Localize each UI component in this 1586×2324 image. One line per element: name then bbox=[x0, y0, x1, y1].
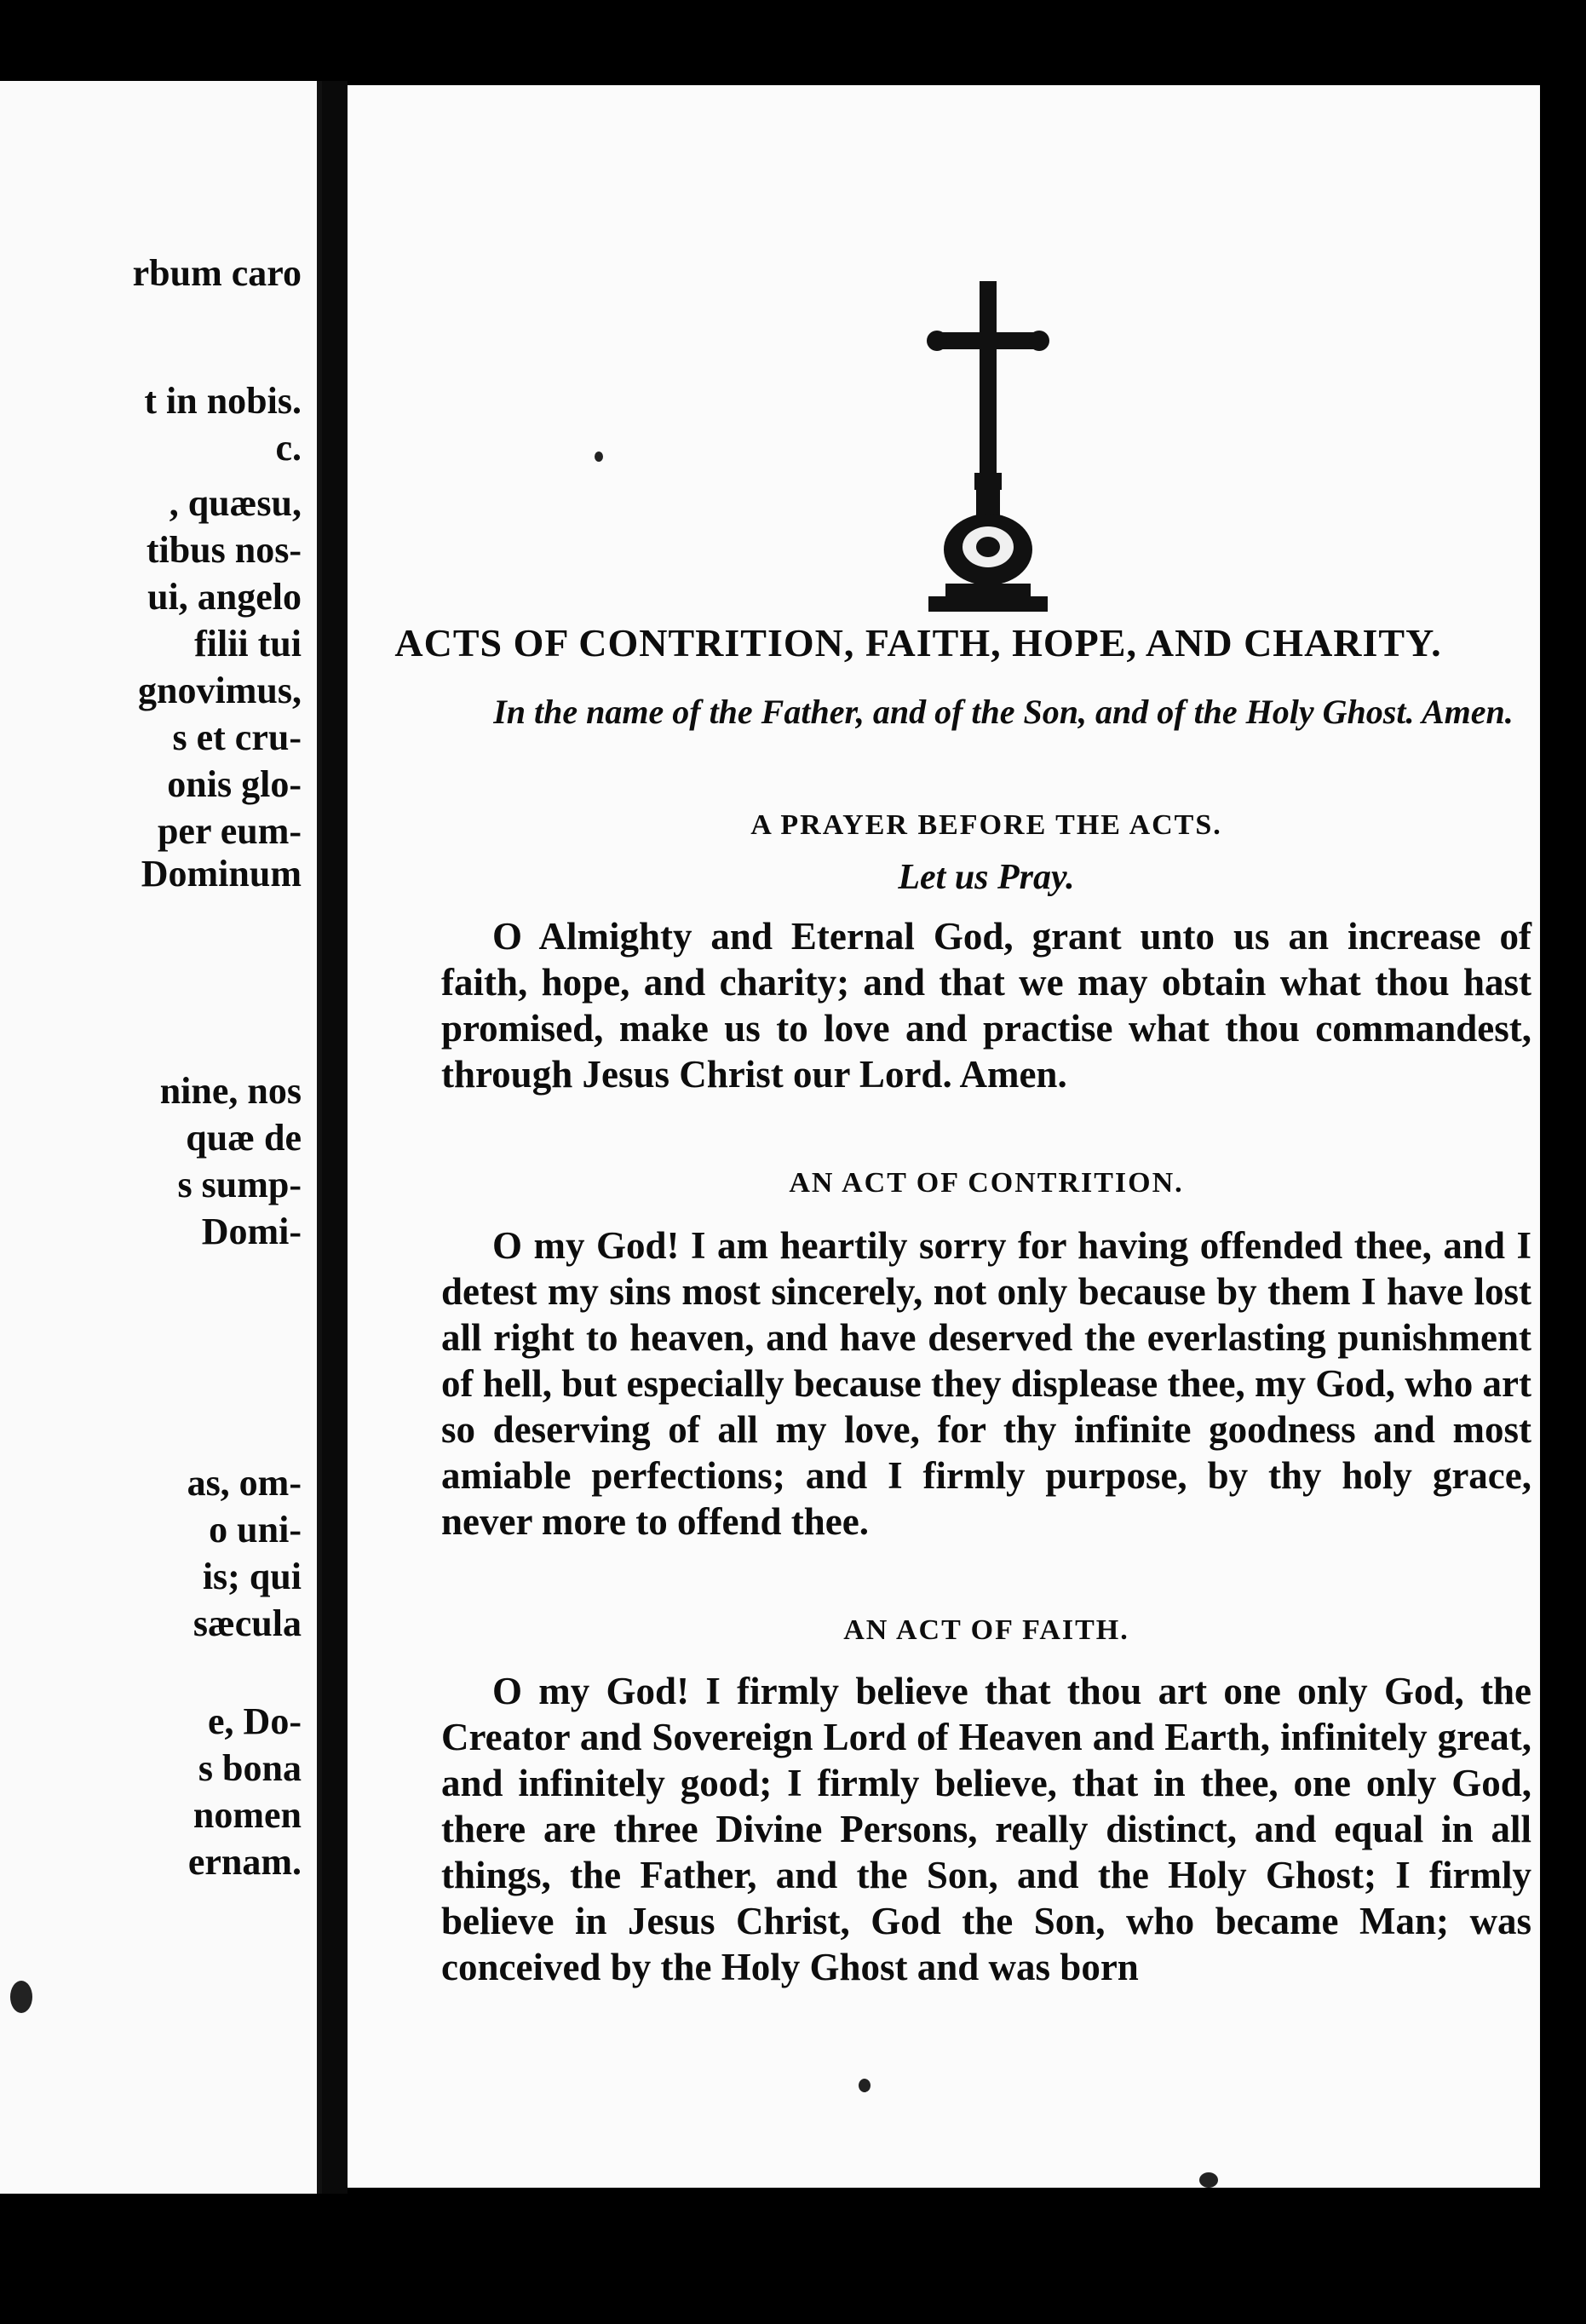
left-text-line: quæ de bbox=[186, 1117, 302, 1159]
faith-heading: AN ACT OF FAITH. bbox=[843, 1614, 1129, 1646]
invocation: In the name of the Father, and of the Son, and of the Holy Ghost. Amen. bbox=[493, 693, 1514, 731]
left-text-line: s bona bbox=[198, 1747, 302, 1789]
left-text-line: onis glo- bbox=[167, 763, 302, 805]
ink-speck bbox=[1199, 2172, 1218, 2188]
left-text-line: c. bbox=[275, 427, 302, 469]
book-gutter bbox=[322, 81, 348, 2194]
left-text-line: as, om- bbox=[187, 1462, 302, 1504]
left-text-line: sæcula bbox=[193, 1602, 302, 1644]
let-us-pray: Let us Pray. bbox=[898, 858, 1075, 897]
left-text-line: nomen bbox=[193, 1794, 302, 1836]
left-text-line: , quæsu, bbox=[169, 482, 302, 524]
ink-blot bbox=[10, 1981, 32, 2013]
left-facing-page bbox=[0, 81, 322, 2194]
left-text-line: tibus nos- bbox=[146, 529, 302, 571]
left-text-line: per eum- bbox=[157, 810, 302, 852]
page-title: ACTS OF CONTRITION, FAITH, HOPE, AND CHARITY. bbox=[394, 621, 1442, 664]
prayer-paragraph: O Almighty and Eternal God, grant unto us an increase of faith, hope, and charity; and that we may obtain what thou hast promised, make us to love and practise what thou commandest, through Jesus Christ our Lord. Amen. bbox=[441, 915, 1531, 1096]
left-text-line: filii tui bbox=[194, 623, 302, 664]
left-text-line: o uni- bbox=[209, 1509, 302, 1550]
left-text-line: e, Do- bbox=[208, 1700, 302, 1742]
prayer-heading: A PRAYER BEFORE THE ACTS. bbox=[750, 809, 1222, 841]
left-text-line: t in nobis. bbox=[144, 380, 302, 422]
cross-emblem-icon bbox=[920, 281, 1056, 622]
contrition-paragraph: O my God! I am heartily sorry for having offended thee, and I detest my sins most sincerely, not only because by them I have lost all right to heaven, and have deserved the everlasting punishment of hell, but especially because they displease thee, my God, who art so deserving of all my love, for thy infinite goodness and most amiable perfections; and I firmly purpose, by thy holy grace, never more to offend thee. bbox=[441, 1224, 1531, 1543]
left-text-line: is; qui bbox=[202, 1556, 302, 1597]
ink-speck bbox=[595, 452, 603, 462]
contrition-heading: AN ACT OF CONTRITION. bbox=[789, 1167, 1184, 1199]
left-text-line: rbum caro bbox=[132, 252, 302, 294]
left-text-line: gnovimus, bbox=[138, 670, 302, 711]
ink-speck bbox=[859, 2079, 871, 2092]
left-text-line: s et cru- bbox=[172, 716, 302, 758]
main-page bbox=[348, 85, 1540, 2188]
left-text-line: Dominum bbox=[141, 853, 302, 895]
left-text-line: nine, nos bbox=[159, 1070, 302, 1112]
faith-paragraph: O my God! I firmly believe that thou art one only God, the Creator and Sovereign Lord of Heaven and Earth, infinitely great, and infinitely good; I firmly believe, that in thee, one only God, there are three Divine Persons, really distinct, and equal in all things, the Father, and the Son, and the Holy Ghost; I firmly believe in Jesus Christ, God the Son, who became Man; was conceived by the Holy Ghost and was born bbox=[441, 1670, 1531, 1988]
left-text-line: ernam. bbox=[187, 1841, 302, 1883]
left-text-line: s sump- bbox=[177, 1164, 302, 1205]
left-text-line: ui, angelo bbox=[147, 576, 302, 618]
left-text-line: Domi- bbox=[201, 1211, 302, 1252]
